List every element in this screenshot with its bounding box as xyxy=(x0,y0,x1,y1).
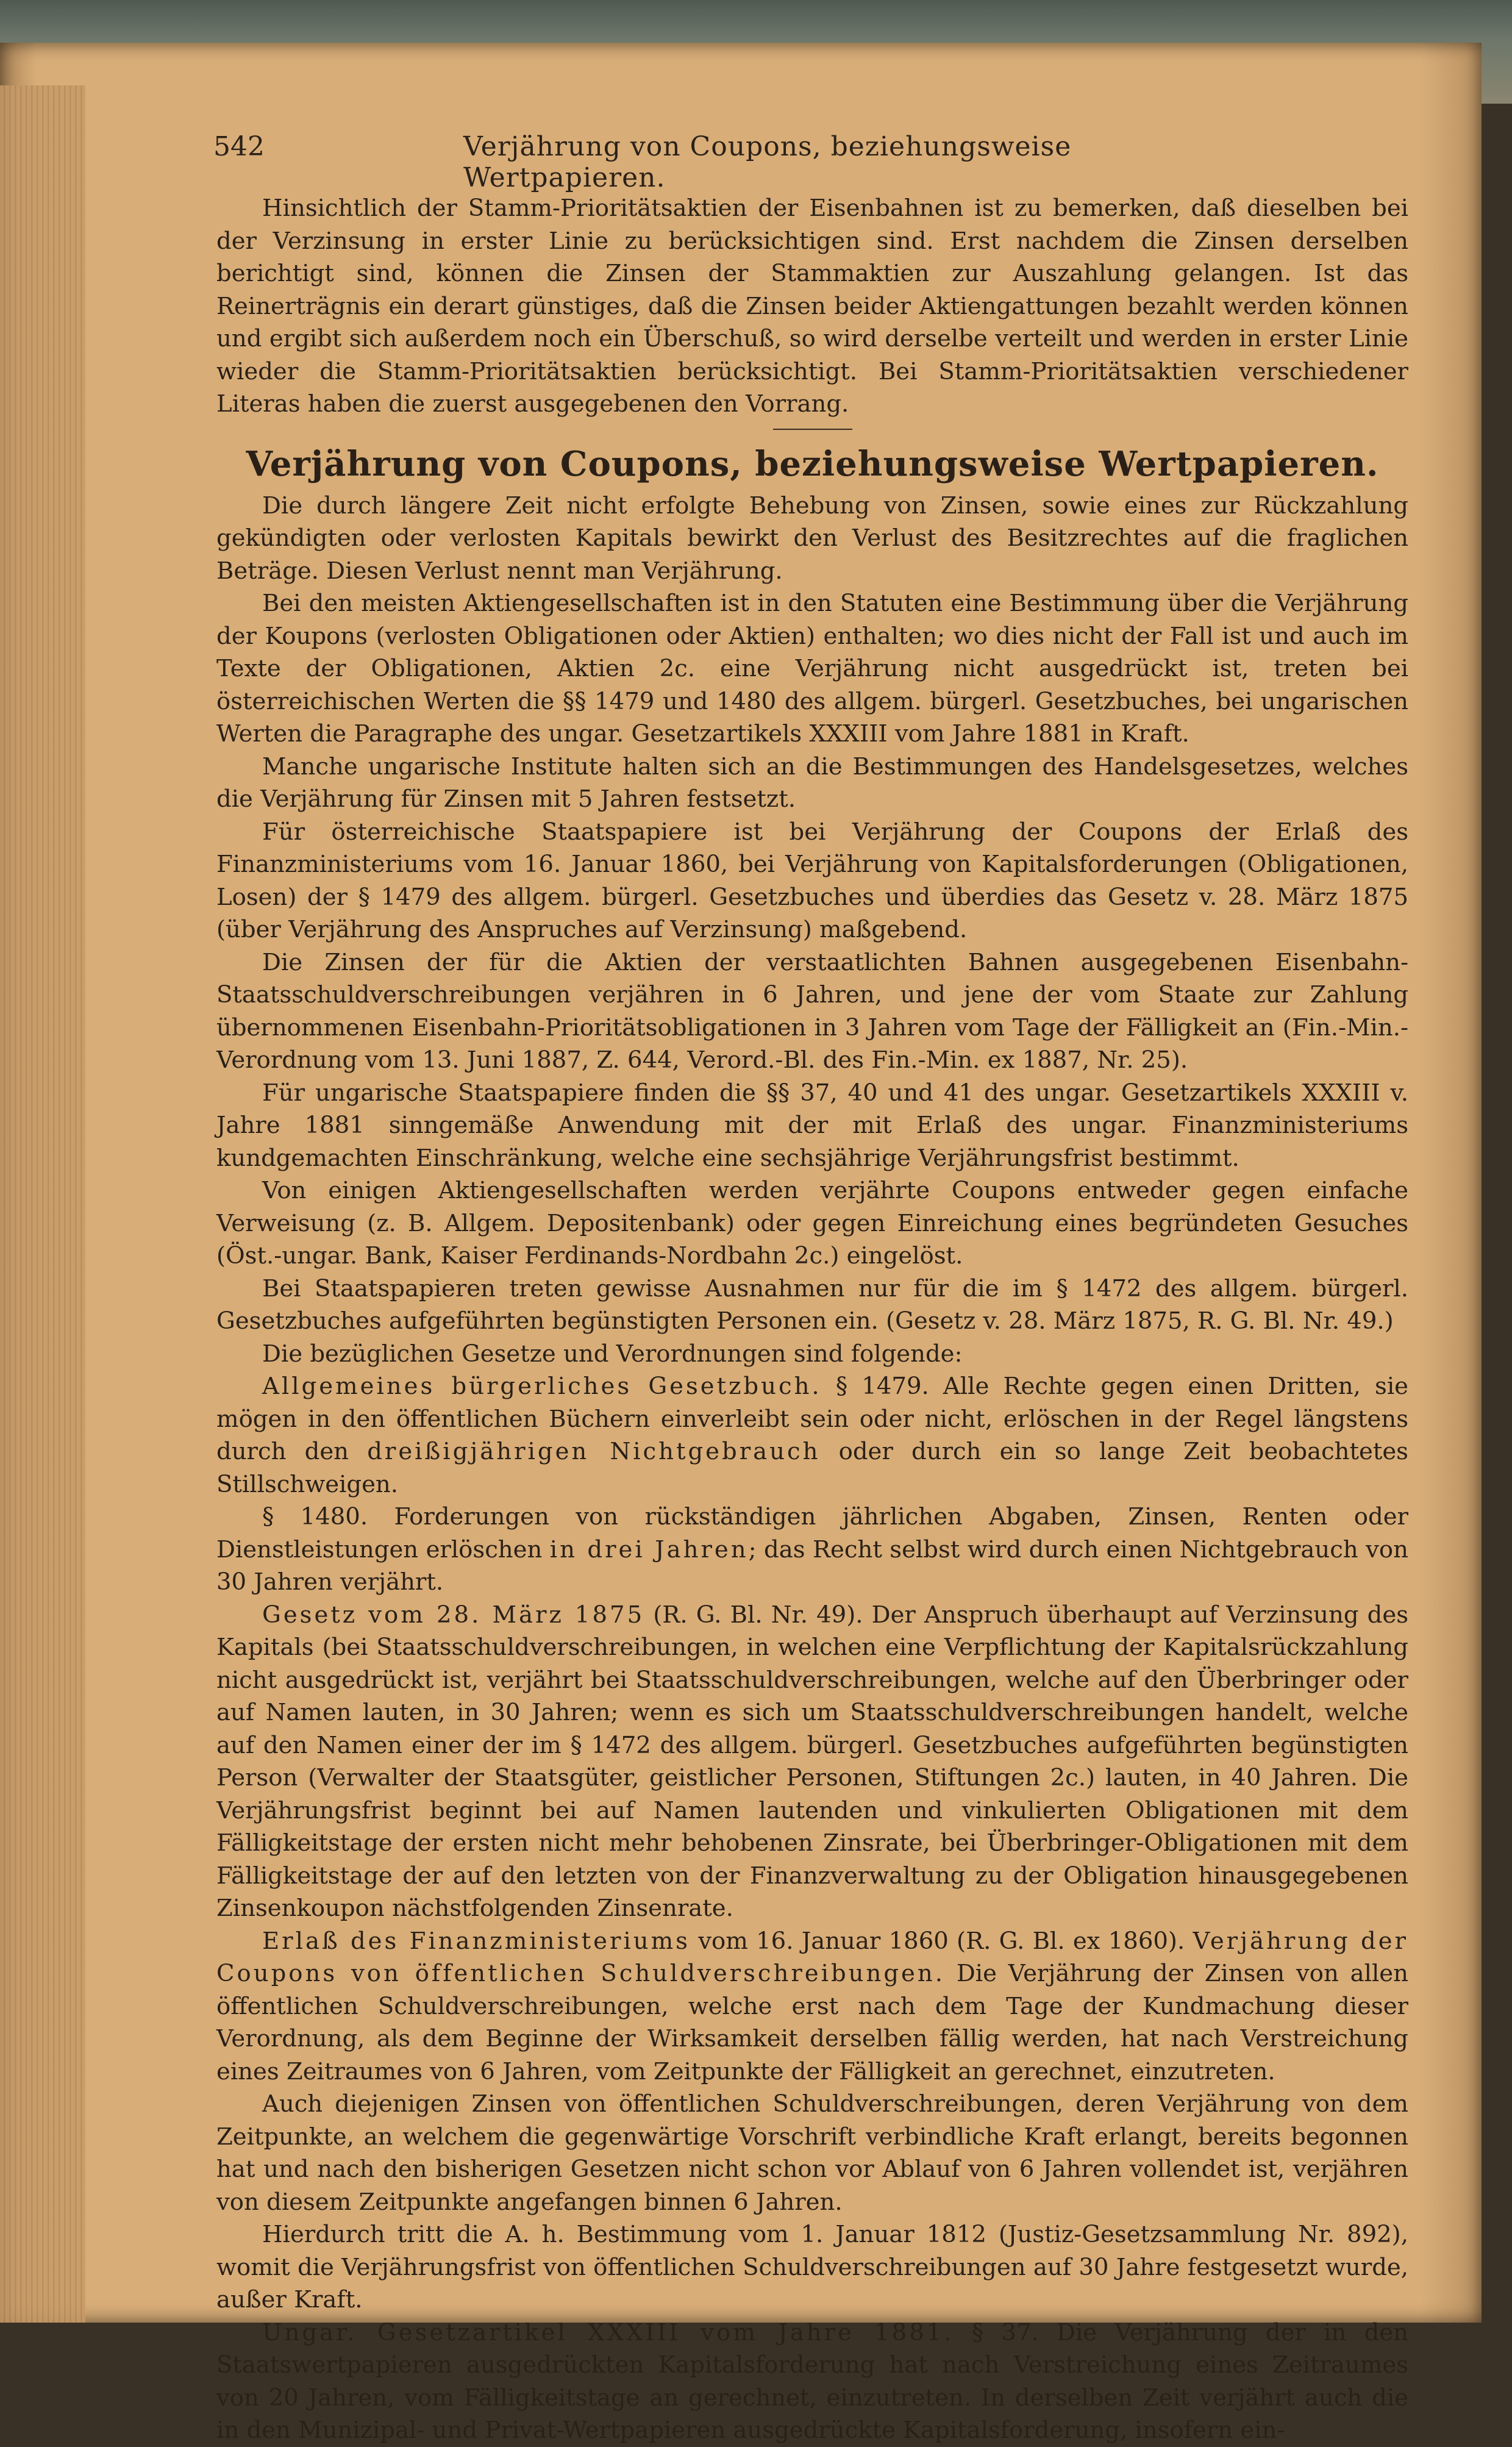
law-text-end: oder durch ein so lange Zeit beobachtetes Stillschweigen. xyxy=(216,1438,1408,1498)
law-text-end: ; das Recht selbst wird durch einen Nichtgebrauch von 30 Jahren verjährt. xyxy=(216,1535,1408,1596)
page-header xyxy=(213,131,1250,193)
paragraph: Die Zinsen der für die Aktien der verstaatlichten Bahnen ausgegebenen Eisenbahn-Staatsschuldverschreibungen verjähren in 6 Jahren, und jene der vom Staate zur Zahlung übernommenen Eisenbahn-Prioritätsobligationen in 3 Jahren vom Tage der Fälligkeit an (Fin.-Min.-Verordnung vom 13. Juni 1887, Z. 644, Verord.-Bl. des Fin.-Min. ex 1887, Nr. 25). xyxy=(216,948,1408,1074)
law-label: Allgemeines bürgerliches Gesetzbuch. xyxy=(262,1373,822,1400)
law-emphasis: in drei Jahren xyxy=(549,1535,749,1563)
body-text xyxy=(216,192,1408,2447)
intro-paragraph: Hinsichtlich der Stamm-Prioritätsaktien der Eisenbahnen ist zu bemerken, daß dieselben bei der Verzinsung in erster Linie zu berücksichtigen sind. Erst nachdem die Zinsen derselben berichtigt sind, können die Zinsen der Stammaktien zur Auszahlung gelangen. Ist das Reinerträgnis ein derart günstiges, daß die Zinsen beider Aktiengattungen bezahlt werden können und ergibt sich außerdem noch ein Überschuß, so wird derselbe verteilt und werden in erster Linie wieder die Stamm-Prioritätsaktien berücksichtigt. Bei Stamm-Prioritätsaktien verschiedener Literas haben die zuerst ausgegebenen den Vorrang. xyxy=(216,195,1408,418)
section-title: Verjährung von Coupons, beziehungsweise Wertpapieren. xyxy=(246,443,1379,484)
paragraph: Die durch längere Zeit nicht erfolgte Behebung von Zinsen, sowie eines zur Rückzahlung gekündigten oder verlosten Kapitals bewirkt den Verlust des Besitzrechtes auf die fraglichen Beträge. Diesen Verlust nennt man Verjährung. xyxy=(216,491,1408,585)
paragraph: Bei den meisten Aktiengesellschaften ist in den Statuten eine Bestimmung über die Verjährung der Koupons (verlosten Obligationen oder Aktien) enthalten; wo dies nicht der Fall ist und auch im Texte der Obligationen, Aktien 2c. eine Verjährung nicht ausgedrückt ist, treten bei österreichischen Werten die §§ 1479 und 1480 des allgem. bürgerl. Gesetzbuches, bei ungarischen Werten die Paragraphe des ungar. Gesetzartikels XXXIII vom Jahre 1881 in Kraft. xyxy=(216,590,1408,748)
law-emphasis: Verjährung der Coupons von öffentlichen Schuldverschreibungen. xyxy=(216,1927,1408,1987)
paragraph: Hierdurch tritt die A. h. Bestimmung vom 1. Januar 1812 (Justiz-Gesetzsammlung Nr. 892), womit die Verjährungsfrist von öffentlichen Schuldverschreibungen auf 30 Jahre festgesetzt wurde, außer Kraft. xyxy=(216,2221,1408,2313)
law-emphasis: dreißigjährigen Nichtgebrauch xyxy=(367,1438,821,1465)
page-edges xyxy=(0,85,85,2323)
law-text: § 37. Die Verjährung der in den Staatswertpapieren ausgedrückten Kapitalsforderung hat nach Verstreichung eines Zeitraumes von 20 Jahren, vom Fälligkeitstage an gerechnet, einzutreten. In derselben Zeit verjährt auch die in den Munizipal- und Privat-Wertpapieren ausgedrückte Kapitalsforderung, insofern ein- xyxy=(216,2318,1408,2444)
paragraph: Für ungarische Staatspapiere finden die §§ 37, 40 und 41 des ungar. Gesetzartikels XXXIII v. Jahre 1881 sinngemäße Anwendung mit der mit Erlaß des ungar. Finanzministeriums kundgemachten Einschränkung, welche eine sechsjährige Verjährungsfrist bestimmt. xyxy=(216,1079,1408,1172)
law-label: Erlaß des Finanzministeriums xyxy=(262,1927,690,1955)
paragraph: Von einigen Aktiengesellschaften werden verjährte Coupons entweder gegen einfache Verweisung (z. B. Allgem. Depositenbank) oder gegen Einreichung eines begründeten Gesuches (Öst.-ungar. Bank, Kaiser Ferdinands-Nordbahn 2c.) eingelöst. xyxy=(216,1177,1408,1270)
law-1479-paragraph xyxy=(216,1370,1408,1501)
law-1480-paragraph xyxy=(216,1501,1408,1599)
law-text: vom 16. Januar 1860 (R. G. Bl. ex 1860). xyxy=(690,1927,1193,1955)
page-number: 542 xyxy=(213,131,265,162)
paragraph: Die bezüglichen Gesetze und Verordnungen sind folgende: xyxy=(262,1340,963,1368)
law-1860-paragraph xyxy=(216,1925,1408,2088)
paragraph: Manche ungarische Institute halten sich an die Bestimmungen des Handelsgesetzes, welches die Verjährung für Zinsen mit 5 Jahren festsetzt. xyxy=(216,752,1408,813)
law-text: (R. G. Bl. Nr. 49). Der Anspruch überhaupt auf Verzinsung des Kapitals (bei Staatsschuldverschreibungen, in welchen eine Verpflichtung der Kapitalsrückzahlung nicht ausgedrückt ist, verjährt bei Staatsschuldverschreibungen, welche auf den Überbringer oder auf Namen lauten, in 30 Jahren; wenn es sich um Staatsschuldverschreibungen handelt, welche auf den Namen einer der im § 1472 des allgem. bürgerl. Gesetzbuches aufgeführten begünstigten Person (Verwalter der Staatsgüter, geistlicher Personen, Stiftungen 2c.) lauten, in 40 Jahren. Die Verjährungsfrist beginnt bei auf Namen lautenden und vinkulierten Obligationen mit dem Fälligkeitstage der ersten nicht mehr behobenen Zinsrate, bei Überbringer-Obligationen mit dem Fälligkeitstage der auf den letzten von der Finanzverwaltung zu der Obligation hinausgegebenen Zinsenkoupon nächstfolgenden Zinsenrate. xyxy=(216,1601,1408,1922)
paragraph: Für österreichische Staatspapiere ist bei Verjährung der Coupons der Erlaß des Finanzministeriums vom 16. Januar 1860, bei Verjährung von Kapitalsforderungen (Obligationen, Losen) der § 1479 des allgem. bürgerl. Gesetzbuches und überdies das Gesetz v. 28. März 1875 (über Verjährung des Anspruches auf Verzinsung) maßgebend. xyxy=(216,818,1408,943)
paragraph: Auch diejenigen Zinsen von öffentlichen Schuldverschreibungen, deren Verjährung von dem Zeitpunkte, an welchem die gegenwärtige Vorschrift verbindliche Kraft erlangt, bereits begonnen hat und nach den bisherigen Gesetzen nicht schon vor Ablauf von 6 Jahren vollendet ist, verjähren von diesem Zeitpunkte angefangen binnen 6 Jahren. xyxy=(216,2090,1408,2216)
law-text: § 1479. Alle Rechte gegen einen Dritten, sie mögen in den öffentlichen Büchern einverleibt sein oder nicht, erlöschen in der Regel längstens durch den xyxy=(216,1373,1408,1465)
law-1875-paragraph xyxy=(216,1599,1408,1925)
paragraph: Bei Staatspapieren treten gewisse Ausnahmen nur für die im § 1472 des allgem. bürgerl. Gesetzbuches aufgeführten begünstigten Personen ein. (Gesetz v. 28. März 1875, R. G. Bl. Nr. 49.) xyxy=(216,1274,1408,1335)
law-label: Ungar. Gesetzartikel XXXIII vom Jahre 1881. xyxy=(262,2318,954,2346)
law-label: Gesetz vom 28. März 1875 xyxy=(262,1601,645,1629)
law-text-end: Die Verjährung der Zinsen von allen öffentlichen Schuldverschreibungen, welche erst nach dem Tage der Kundmachung dieser Verordnung, als dem Beginne der Wirksamkeit derselben fällig werden, hat nach Verstreichung eines Zeitraumes von 6 Jahren, vom Zeitpunkte der Fälligkeit an gerechnet, einzutreten. xyxy=(216,1960,1408,2085)
law-text: § 1480. Forderungen von rückständigen jährlichen Abgaben, Zinsen, Renten oder Dienstleistungen erlöschen xyxy=(216,1503,1408,1563)
section-divider xyxy=(773,429,852,430)
running-title: Verjährung von Coupons, beziehungsweise Wertpapieren. xyxy=(463,131,1072,193)
law-ungar-paragraph xyxy=(216,2317,1408,2447)
